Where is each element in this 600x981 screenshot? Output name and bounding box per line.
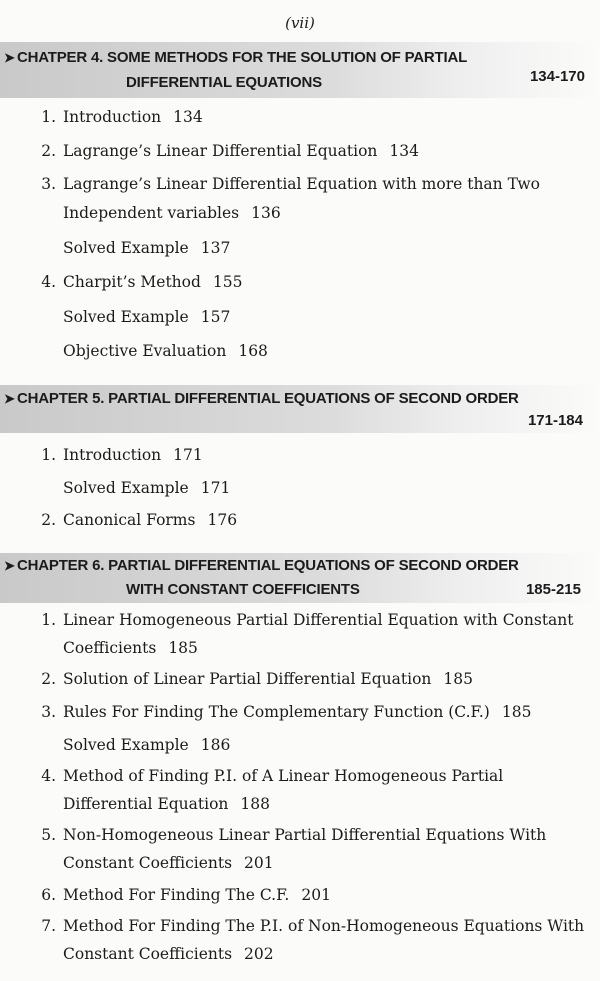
chapter-6-title-line2: WITH CONSTANT COEFFICIENTS [126, 581, 360, 598]
chapter-6-pages: 185-215 [525, 581, 581, 598]
toc-entry[interactable]: Solved Example 171 [63, 479, 231, 497]
toc-entry-continuation[interactable]: Constant Coefficients 201 [63, 854, 274, 872]
chapter-4-title-line1: ➤ CHATPER 4. SOME METHODS FOR THE SOLUTION OF PARTIAL [4, 49, 468, 66]
toc-entry[interactable]: 1. Linear Homogeneous Partial Differential Equation with Constant [41, 611, 574, 629]
toc-entry-continuation[interactable]: Differential Equation 188 [63, 795, 271, 813]
toc-entry-continuation[interactable]: Constant Coefficients 202 [63, 945, 274, 963]
toc-entry[interactable]: 1. Introduction 171 [41, 446, 203, 464]
toc-entry[interactable]: 2. Lagrange’s Linear Differential Equation 134 [41, 142, 419, 160]
toc-entry[interactable]: 6. Method For Finding The C.F. 201 [41, 886, 331, 904]
toc-entry[interactable]: Objective Evaluation 168 [63, 342, 268, 360]
toc-entry[interactable]: Solved Example 186 [63, 736, 231, 754]
toc-entry[interactable]: 3. Lagrange’s Linear Differential Equation with more than Two [41, 175, 540, 193]
toc-entry[interactable]: 4. Charpit’s Method 155 [41, 273, 243, 291]
toc-entry[interactable]: 1. Introduction 134 [41, 108, 203, 126]
chapter-4-title-line2: DIFFERENTIAL EQUATIONS [126, 74, 322, 91]
chevron-right-icon: ➤ [4, 391, 15, 406]
toc-entry[interactable]: Solved Example 157 [63, 308, 231, 326]
chapter-6-title-line1: ➤ CHAPTER 6. PARTIAL DIFFERENTIAL EQUATIONS OF SECOND ORDER [4, 557, 519, 574]
chapter-5-pages: 171-184 [527, 412, 583, 429]
page-number: (vii) [285, 14, 315, 32]
toc-entry[interactable]: 3. Rules For Finding The Complementary Function (C.F.) 185 [41, 703, 532, 721]
chevron-right-icon: ➤ [4, 558, 15, 573]
toc-entry[interactable]: 2. Canonical Forms 176 [41, 511, 238, 529]
chevron-right-icon: ➤ [4, 50, 15, 65]
toc-entry[interactable]: 5. Non-Homogeneous Linear Partial Differential Equations With [41, 826, 547, 844]
toc-entry[interactable]: 2. Solution of Linear Partial Differential Equation 185 [41, 670, 473, 688]
toc-entry-continuation[interactable]: Coefficients 185 [63, 639, 198, 657]
toc-entry[interactable]: Solved Example 137 [63, 239, 231, 257]
toc-entry[interactable]: 7. Method For Finding The P.I. of Non-Homogeneous Equations With [41, 917, 585, 935]
chapter-4-pages: 134-170 [529, 68, 585, 85]
toc-entry[interactable]: 4. Method of Finding P.I. of A Linear Homogeneous Partial [41, 767, 504, 785]
chapter-5-title-line1: ➤ CHAPTER 5. PARTIAL DIFFERENTIAL EQUATIONS OF SECOND ORDER [4, 390, 519, 407]
toc-entry-continuation[interactable]: Independent variables 136 [63, 204, 281, 222]
